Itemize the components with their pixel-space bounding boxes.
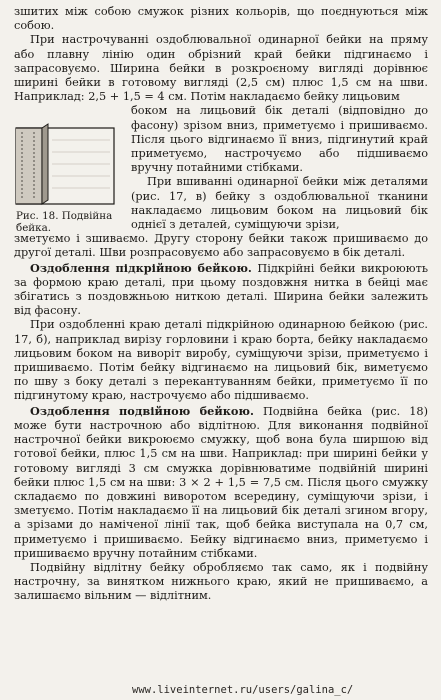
paragraph-3-text: Підкрійні бейки викроюють за формою краю деталі, при цьому поздовжня нитка в бейці має збігатись з поздовжньою ниткою деталі. Ширина бейки залежить від фасону. [14, 261, 428, 318]
paragraph-2b: зметуємо і зшиваємо. Другу сторону бейки також пришиваємо до другої деталі. Шви розпрасовуємо або запрасовуємо в бік деталі. [14, 232, 428, 260]
paragraph-5-text: Подвійна бейка (рис. 18) може бути настрочною або відлітною. Для виконання подвійної настрочної бейки викроюємо смужку, щоб вона була ширшою від готової бейки, плюс 1,5 см на шви. Наприклад: при ширині бейки у готовому вигляді 3 см смужка дорівнюватиме подвійній ширині бейки плюс 1,5 см на шви: 3 × 2 + 1,5 = 7,5 см. Після цього смужку складаємо по довжині виворотом всередину, суміщуючи зрізи, і зметуємо. Потім накладаємо її на лицьовий бік деталі згином вгору, а зрізами до наміченої лінії так, щоб бейка виступала на 0,7 см, приметуємо і пришиваємо. Бейку відгинаємо вниз, приметуємо і пришиваємо вручну потайним стібками. [14, 404, 429, 560]
source-url: www.liveinternet.ru/users/galina_c/ [132, 684, 354, 696]
paragraph-2a: При вшиванні одинарної бейки між деталями (рис. 17, в) бейку з оздоблювальної тканини накладаємо лицьовим боком на лицьовий бік однієї з деталей, суміщуючи зрізи, [131, 175, 428, 232]
paragraph-6: Подвійну відлітну бейку обробляємо так само, як і подвійну настрочну, за винятком нижнього краю, який не пришиваємо, а залишаємо вільним — відлітним. [14, 560, 428, 603]
paragraph-5 [14, 404, 428, 561]
figure-caption: Рис. 18. Подвійна бейка. [16, 210, 113, 234]
heading-podviyna: Оздоблення подвійною бейкою. [30, 403, 254, 418]
paragraph-4: При оздобленні краю деталі підкрійною одинарною бейкою (рис. 17, б), наприклад вирізу горловини і краю борта, бейку накладаємо лицьовим боком на виворіт виробу, суміщуючи зрізи, приметуємо і пришиваємо. Потім бейку відгинаємо на лицьовий бік, виметуємо по шву з боку деталі з перекантуванням бейки, приметуємо її по підгинутому краю, настрочуємо або підшиваємо. [14, 318, 428, 403]
document-text [14, 5, 428, 604]
paragraph-1b: боком на лицьовий бік деталі (відповідно до фасону) зрізом вниз, приметуємо і пришиваємо. Після цього відгинаємо її вниз, підгинутий край приметуємо, настрочуємо або підшиваємо вручну потайними стібками. [131, 104, 428, 175]
paragraph-3 [14, 261, 428, 319]
heading-pidkriyna: Оздоблення підкрійною бейкою. [30, 260, 252, 275]
paragraph-0: зшитих між собою смужок різних кольорів, що поєднуються між собою. [14, 5, 428, 33]
paragraph-1a: При настрочуванні оздоблювальної одинарної бейки на пряму або плавну лінію один обрізний край бейки підгинаємо і запрасовуємо. Ширина бейки в розкроєному вигляді дорівнює ширині бейки в готовому вигляді (2,5 см) плюс 1,5 см на шви. Наприклад: 2,5 + 1,5 = 4 см. Потім накладаємо бейку лицьовим [14, 33, 428, 104]
